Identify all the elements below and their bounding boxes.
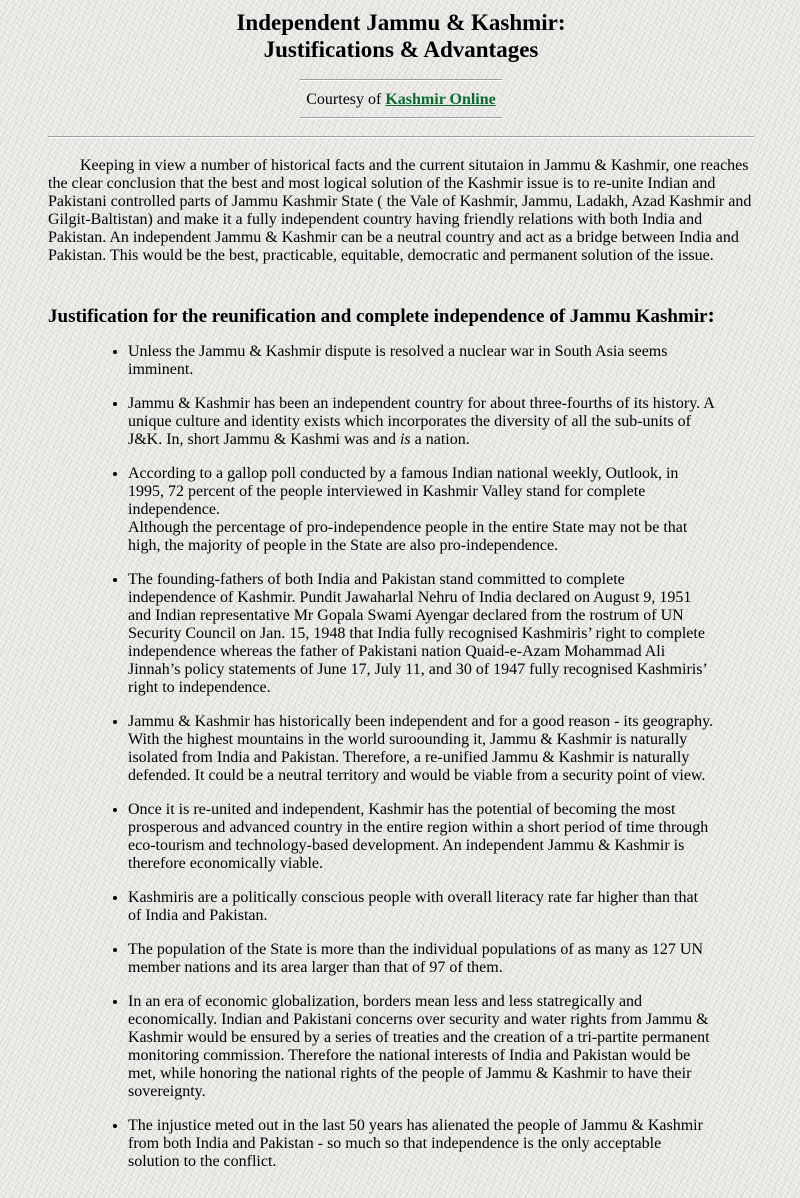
courtesy-prefix: Courtesy of: [306, 91, 382, 108]
list-item: [128, 993, 754, 1101]
list-item-text: According to a gallop poll conducted by a famous Indian national weekly, Outlook, in 1995, 72 percent of the people interviewed in Kashmir Valley stand for complete independence.: [128, 465, 679, 518]
page-title-line1: Independent Jammu & Kashmir:: [236, 10, 566, 35]
list-item: [128, 395, 754, 449]
list-item: [128, 941, 754, 977]
kashmir-online-link[interactable]: Kashmir Online: [385, 91, 496, 108]
courtesy-line: [300, 81, 502, 117]
list-item: [128, 801, 754, 873]
list-item-text: The injustice meted out in the last 50 years has alienated the people of Jammu & Kashmir from both India and Pakistan - so much so that independence is the only acceptable solution to the conflict.: [128, 1117, 703, 1170]
list-item: [128, 713, 754, 785]
section-heading: [48, 303, 754, 329]
list-item-text: The founding-fathers of both India and Pakistan stand committed to complete independence of Kashmir. Pundit Jawaharlal Nehru of India declared on August 9, 1951 and Indian representative Mr Gopala Swami Ayengar declared from the rostrum of UN Security Council on Jan. 15, 1948 that India fully recognised Kashmiris’ right to complete independence whereas the father of Pakistani nation Quaid-e-Azam Mohammad Ali Jinnah’s policy statements of June 17, July 11, and 30 of 1947 fully recognised Kashmiris’ right to independence.: [128, 571, 707, 696]
list-item-text: Unless the Jammu & Kashmir dispute is resolved a nuclear war in South Asia seems imminent.: [128, 343, 668, 378]
justification-list: [48, 343, 754, 1171]
list-item: [128, 889, 754, 925]
list-item-text: The population of the State is more than the individual populations of as many as 127 UN member nations and its area larger than that of 97 of them.: [128, 941, 704, 976]
section-heading-text: Justification for the reunification and complete independence of Jammu Kashmir: [48, 306, 708, 327]
list-item-text: Jammu & Kashmir has historically been independent and for a good reason - its geography. With the highest mountains in the world suroounding it, Jammu & Kashmir is naturally isolated from India and Pakistan. Therefore, a re-unified Jammu & Kashmir is naturally defended. It could be a neutral territory and would be viable from a security point of view.: [128, 713, 714, 784]
list-item: [128, 465, 754, 555]
courtesy-block: [300, 79, 502, 119]
intro-paragraph: Keeping in view a number of historical facts and the current situtaion in Jammu & Kashmir, one reaches the clear conclusion that the best and most logical solution of the Kashmir issue is to re-unite Indian and Pakistani controlled parts of Jammu Kashmir State ( the Vale of Kashmir, Jammu, Ladakh, Azad Kashmir and Gilgit-Baltistan) and make it a fully independent country having friendly relations with both India and Pakistan. An independent Jammu & Kashmir can be a neutral country and act as a bridge between India and Pakistan. This would be the best, practicable, equitable, democratic and permanent solution of the issue.: [48, 157, 752, 264]
section-heading-colon: :: [707, 302, 715, 327]
page-title: [48, 0, 754, 63]
courtesy-bottom-divider: [300, 117, 502, 119]
main-divider: [48, 136, 754, 138]
list-item-text: Kashmiris are a politically conscious people with overall literacy rate far higher than that of India and Pakistan.: [128, 889, 699, 924]
list-item-text: In an era of economic globalization, borders mean less and less statregically and economically. Indian and Pakistani concerns over security and water rights from Jammu & Kashmir would be ensured by a series of treaties and the creation of a tri-partite permanent monitoring commission. Therefore the national interests of India and Pakistan would be met, while honoring the national rights of the people of Jammu & Kashmir to have their sovereignty.: [128, 993, 710, 1100]
list-item: [128, 571, 754, 697]
list-item-text: a nation.: [410, 431, 470, 448]
list-item-emphasis: is: [399, 431, 411, 448]
page-title-line2: Justifications & Advantages: [263, 37, 539, 62]
list-item: [128, 1117, 754, 1171]
list-item-text: Jammu & Kashmir has been an independent country for about three-fourths of its history. A unique culture and identity exists which incorporates the diversity of all the sub-units of J&K. In, short Jammu & Kashmi was and: [128, 395, 714, 448]
list-item-text: Although the percentage of pro-independence people in the entire State may not be that high, the majority of people in the State are also pro-independence.: [128, 519, 688, 554]
list-item: [128, 343, 754, 379]
list-item-text: Once it is re-united and independent, Kashmir has the potential of becoming the most prosperous and advanced country in the entire region within a short period of time through eco-tourism and technology-based development. An independent Jammu & Kashmir is therefore economically viable.: [128, 801, 709, 872]
